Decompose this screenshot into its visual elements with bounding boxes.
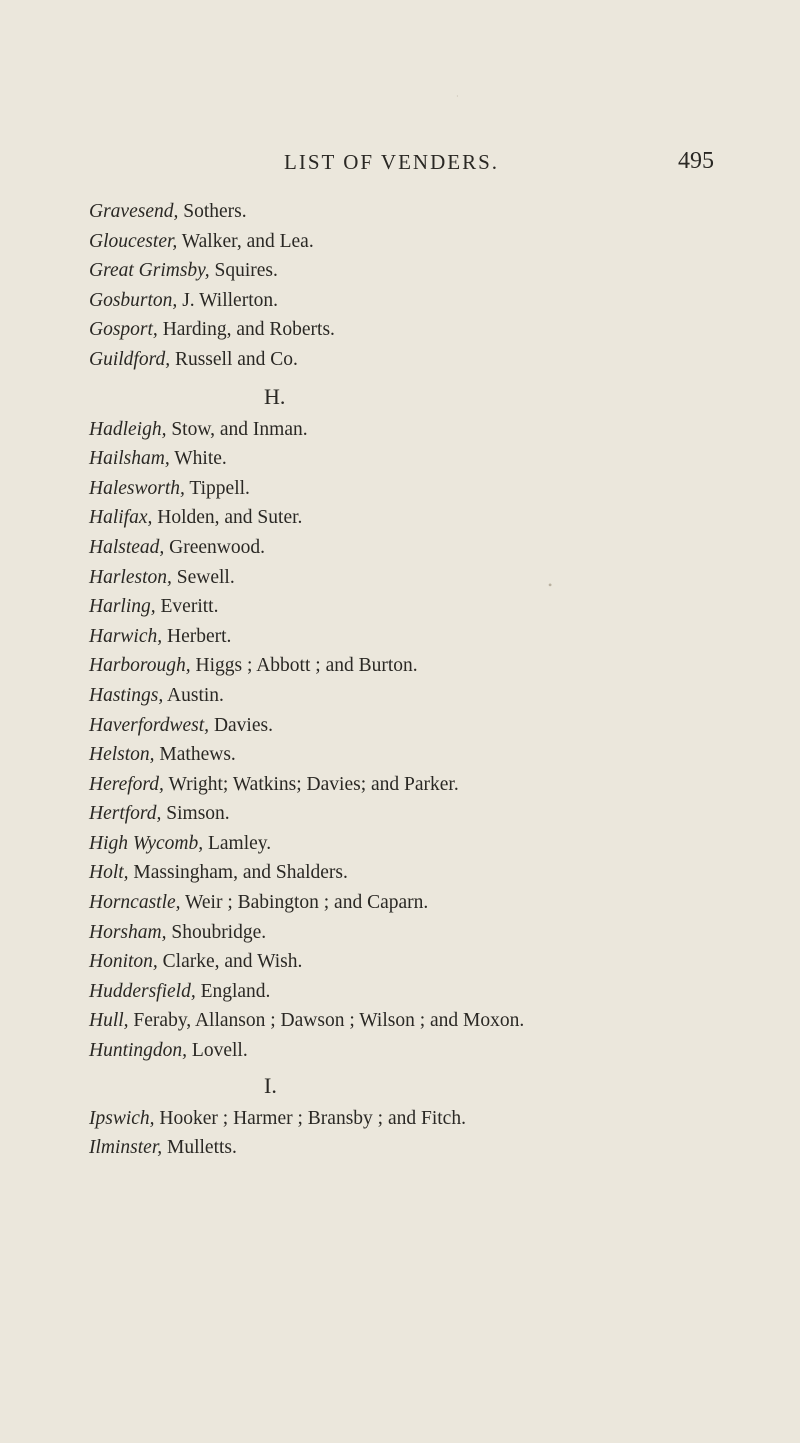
vendor-names: Mathews. xyxy=(154,744,236,766)
vendor-names: Tippell. xyxy=(184,477,250,499)
place-name: Hailsham, xyxy=(89,448,170,470)
place-name: Hull, xyxy=(89,1010,129,1032)
place-name: Gosburton, xyxy=(89,289,178,311)
place-name: Hadleigh, xyxy=(89,418,167,440)
vendor-names: Squires. xyxy=(209,260,278,282)
running-head xyxy=(284,150,714,184)
list-item xyxy=(89,1036,789,1066)
page-number: 495 xyxy=(678,148,714,174)
vendor-names: Greenwood. xyxy=(164,536,266,558)
place-name: Harwich, xyxy=(89,625,163,647)
vendor-list xyxy=(89,197,789,1163)
vendor-names: Holden, and Suter. xyxy=(152,507,303,529)
list-item xyxy=(89,256,789,286)
vendor-names: Simson. xyxy=(161,803,230,825)
vendor-names: Walker, and Lea. xyxy=(177,230,314,252)
place-name: Hereford, xyxy=(89,773,164,795)
place-name: Ilminster, xyxy=(89,1137,163,1159)
place-name: Horncastle, xyxy=(89,892,181,914)
list-item xyxy=(89,415,789,445)
list-item xyxy=(89,829,789,859)
list-item xyxy=(89,197,789,227)
list-item xyxy=(89,345,789,375)
place-name: Huddersfield, xyxy=(89,980,196,1002)
place-name: Holt, xyxy=(89,862,129,884)
list-item xyxy=(89,651,789,681)
place-name: Ipswich, xyxy=(89,1107,155,1129)
list-item xyxy=(89,622,789,652)
vendor-names: Stow, and Inman. xyxy=(166,418,308,440)
list-item xyxy=(89,1133,789,1163)
list-item xyxy=(89,1006,789,1036)
place-name: Guildford, xyxy=(89,348,171,370)
vendor-names: Weir ; Babington ; and Caparn. xyxy=(180,892,429,914)
list-item xyxy=(89,444,789,474)
place-name: Gloucester, xyxy=(89,230,178,252)
vendor-names: Davies. xyxy=(209,714,273,736)
vendor-names: Everitt. xyxy=(155,596,219,618)
place-name: Halifax, xyxy=(89,507,153,529)
vendor-names: White. xyxy=(169,448,227,470)
page-title: LIST OF VENDERS. xyxy=(284,150,500,174)
vendor-names: Lovell. xyxy=(187,1040,248,1062)
vendor-names: Mulletts. xyxy=(162,1137,237,1159)
place-name: Great Grimsby, xyxy=(89,260,210,282)
list-item xyxy=(89,947,789,977)
vendor-names: Harding, and Roberts. xyxy=(157,319,335,341)
place-name: Gosport, xyxy=(89,319,158,341)
list-item xyxy=(89,503,789,533)
place-name: Halesworth, xyxy=(89,477,185,499)
list-item xyxy=(89,474,789,504)
list-item xyxy=(89,563,789,593)
list-item xyxy=(89,918,789,948)
ink-speck-mark: · xyxy=(456,92,459,101)
place-name: Haverfordwest, xyxy=(89,714,210,736)
vendor-names: Sewell. xyxy=(171,566,235,588)
list-item xyxy=(89,286,789,316)
vendor-names: Wright; Watkins; Davies; and Parker. xyxy=(163,773,459,795)
ink-speck-mark: • xyxy=(548,578,553,592)
list-item xyxy=(89,770,789,800)
vendor-names: Higgs ; Abbott ; and Burton. xyxy=(190,655,418,677)
vendor-names: Hooker ; Harmer ; Bransby ; and Fitch. xyxy=(154,1107,466,1129)
place-name: Harling, xyxy=(89,596,156,618)
list-item xyxy=(89,315,789,345)
vendor-names: Lamley. xyxy=(203,832,272,854)
list-item xyxy=(89,799,789,829)
vendor-names: Clarke, and Wish. xyxy=(157,951,303,973)
place-name: Harleston, xyxy=(89,566,172,588)
vendor-names: J. Willerton. xyxy=(177,289,278,311)
vendor-names: England. xyxy=(195,980,271,1002)
place-name: Gravesend, xyxy=(89,201,179,222)
vendor-names: Shoubridge. xyxy=(166,921,267,943)
place-name: Hastings, xyxy=(89,684,164,706)
vendor-names: Massingham, and Shalders. xyxy=(128,862,348,884)
place-name: High Wycomb, xyxy=(89,832,204,854)
section-letter-i: I. xyxy=(264,1072,277,1098)
place-name: Honiton, xyxy=(89,951,158,973)
vendor-names: Herbert. xyxy=(162,625,232,647)
place-name: Hertford, xyxy=(89,803,162,825)
list-item xyxy=(89,681,789,711)
list-item xyxy=(89,740,789,770)
list-item xyxy=(89,977,789,1007)
list-item xyxy=(89,592,789,622)
section-letter-h: H. xyxy=(264,383,286,409)
vendor-names: Austin. xyxy=(163,684,224,706)
place-name: Horsham, xyxy=(89,921,167,943)
list-item xyxy=(89,533,789,563)
vendor-names: Feraby, Allanson ; Dawson ; Wilson ; and Moxon. xyxy=(128,1010,525,1032)
list-item xyxy=(89,888,789,918)
place-name: Huntingdon, xyxy=(89,1040,188,1062)
list-item xyxy=(89,711,789,741)
list-item xyxy=(89,858,789,888)
list-item xyxy=(89,227,789,257)
place-name: Helston, xyxy=(89,744,155,766)
list-item xyxy=(89,1104,789,1134)
vendor-names: Sothers. xyxy=(178,201,247,222)
place-name: Harborough, xyxy=(89,655,191,677)
place-name: Halstead, xyxy=(89,536,165,558)
vendor-names: Russell and Co. xyxy=(170,348,298,370)
